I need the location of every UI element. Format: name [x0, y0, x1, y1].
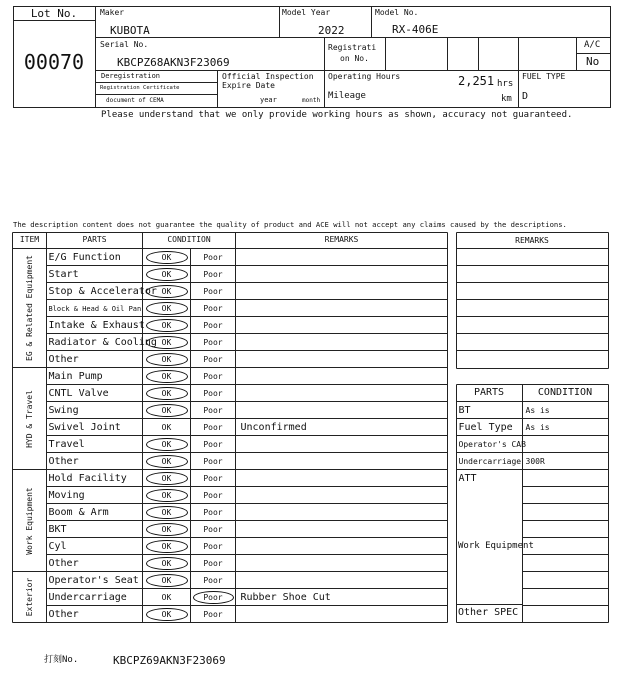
- part-name: BKT: [48, 523, 67, 535]
- expire-date-label: Expire Date: [222, 81, 275, 90]
- registration-certificate-label: Registration Certificate: [100, 85, 180, 91]
- model-year-value: 2022: [318, 24, 345, 37]
- condition-ok[interactable]: OK: [161, 303, 172, 313]
- part-name: Undercarriage: [48, 591, 127, 603]
- registration-label: Registrati: [328, 43, 377, 52]
- month-label: month: [302, 97, 321, 104]
- condition-ok[interactable]: OK: [161, 252, 172, 262]
- condition-ok[interactable]: OK: [161, 592, 172, 602]
- condition-poor[interactable]: Poor: [203, 269, 223, 279]
- part-name: Intake & Exhaust: [48, 319, 145, 331]
- condition-ok[interactable]: OK: [161, 558, 172, 568]
- condition-header: CONDITION: [167, 235, 211, 244]
- other-spec-label: Other SPEC: [458, 607, 519, 618]
- part-name: Other: [48, 353, 79, 365]
- condition-poor[interactable]: Poor: [203, 405, 223, 415]
- condition-poor[interactable]: Poor: [203, 337, 223, 347]
- condition-poor[interactable]: Poor: [203, 286, 223, 296]
- km-unit: km: [501, 94, 512, 104]
- condition-poor[interactable]: Poor: [203, 456, 223, 466]
- group-label-eg: EG & Related Equipment: [24, 255, 34, 361]
- serial-value: KBCPZ68AKN3F23069: [117, 56, 230, 69]
- stamp-label: 打刻No.: [44, 655, 79, 665]
- spec-condition: As is: [525, 405, 550, 415]
- part-name: E/G Function: [48, 251, 121, 263]
- serial-label: Serial No.: [100, 40, 149, 49]
- condition-poor[interactable]: Poor: [203, 490, 223, 500]
- operating-hours-value: 2,251: [458, 74, 495, 88]
- condition-ok[interactable]: OK: [161, 507, 172, 517]
- part-name: Block & Head & Oil Pan: [48, 304, 142, 313]
- work-equipment-label: Work Equipment: [458, 541, 534, 551]
- row-remark: Rubber Shoe Cut: [240, 591, 331, 603]
- right-parts-header: PARTS: [473, 387, 505, 398]
- spec-part: Undercarriage: [458, 456, 522, 466]
- condition-ok[interactable]: OK: [161, 371, 172, 381]
- part-name: Moving: [48, 489, 85, 501]
- model-no-value: RX-406E: [392, 23, 439, 36]
- condition-poor[interactable]: Poor: [203, 592, 223, 602]
- condition-poor[interactable]: Poor: [203, 473, 223, 483]
- spec-part: BT: [458, 404, 471, 416]
- spec-condition: As is: [525, 422, 550, 432]
- registration-label-2: on No.: [340, 54, 369, 63]
- group-label-ext: Exterior: [24, 577, 34, 617]
- model-no-label: Model No.: [375, 8, 419, 17]
- group-label-hyd: HYD & Travel: [24, 389, 34, 448]
- condition-poor[interactable]: Poor: [203, 320, 223, 330]
- part-name: Radiator & Cooling: [48, 336, 157, 348]
- condition-ok[interactable]: OK: [161, 575, 172, 585]
- parts-header: PARTS: [82, 235, 107, 244]
- condition-poor[interactable]: Poor: [203, 371, 223, 381]
- condition-poor[interactable]: Poor: [203, 439, 223, 449]
- part-name: Other: [48, 557, 79, 569]
- condition-poor[interactable]: Poor: [203, 422, 223, 432]
- condition-ok[interactable]: OK: [161, 456, 172, 466]
- item-header: ITEM: [19, 235, 40, 244]
- spec-condition: 300R: [525, 456, 545, 466]
- condition-ok[interactable]: OK: [161, 541, 172, 551]
- condition-ok[interactable]: OK: [161, 439, 172, 449]
- condition-ok[interactable]: OK: [161, 286, 172, 296]
- condition-ok[interactable]: OK: [161, 354, 172, 364]
- year-label: year: [260, 96, 277, 104]
- spec-part: Fuel Type: [458, 421, 513, 433]
- part-name: Hold Facility: [48, 472, 127, 484]
- part-name: Other: [48, 608, 79, 620]
- official-inspection-label: Official Inspection: [222, 72, 314, 81]
- deregistration-label: Deregistration: [101, 72, 161, 80]
- spec-part: ATT: [458, 472, 477, 484]
- ac-value: No: [586, 55, 600, 68]
- operating-hours-label: Operating Hours: [328, 72, 401, 81]
- condition-ok[interactable]: OK: [161, 524, 172, 534]
- condition-poor[interactable]: Poor: [203, 354, 223, 364]
- condition-ok[interactable]: OK: [161, 473, 172, 483]
- part-name: Main Pump: [48, 370, 103, 382]
- hrs-unit: hrs: [497, 79, 514, 89]
- condition-ok[interactable]: OK: [161, 405, 172, 415]
- condition-poor[interactable]: Poor: [203, 252, 223, 262]
- condition-poor[interactable]: Poor: [203, 388, 223, 398]
- condition-poor[interactable]: Poor: [203, 507, 223, 517]
- condition-ok[interactable]: OK: [161, 388, 172, 398]
- maker-label: Maker: [100, 8, 125, 17]
- condition-poor[interactable]: Poor: [203, 575, 223, 585]
- stamp-value: KBCPZ69AKN3F23069: [113, 654, 226, 667]
- part-name: Swing: [48, 404, 79, 416]
- part-name: Stop & Accelerator: [48, 285, 157, 297]
- group-label-work: Work Equipment: [24, 486, 34, 555]
- part-name: Swivel Joint: [48, 421, 121, 433]
- condition-poor[interactable]: Poor: [203, 541, 223, 551]
- right-remarks-header: REMARKS: [515, 236, 549, 245]
- fuel-type-value: D: [522, 91, 529, 102]
- part-name: Operator's Seat: [48, 574, 139, 586]
- spec-part: Operator's CAB: [458, 439, 526, 449]
- part-name: Travel: [48, 438, 85, 450]
- remarks-header: REMARKS: [324, 235, 359, 244]
- part-name: Cyl: [48, 540, 67, 552]
- description-disclaimer: The description content does not guarantee the quality of product and ACE will not accept any claims caused by the descriptions.: [13, 220, 567, 229]
- condition-ok[interactable]: OK: [161, 609, 172, 619]
- condition-ok[interactable]: OK: [161, 269, 172, 279]
- part-name: Start: [48, 268, 79, 280]
- condition-ok[interactable]: OK: [161, 320, 172, 330]
- condition-ok[interactable]: OK: [161, 490, 172, 500]
- mileage-label: Mileage: [328, 91, 366, 101]
- part-name: Boom & Arm: [48, 506, 109, 518]
- part-name: Other: [48, 455, 79, 467]
- lot-number: 00070: [23, 50, 85, 74]
- condition-ok[interactable]: OK: [161, 422, 172, 432]
- right-condition-header: CONDITION: [537, 387, 593, 398]
- condition-poor[interactable]: Poor: [203, 524, 223, 534]
- fuel-type-label: FUEL TYPE: [522, 72, 566, 81]
- part-name: CNTL Valve: [48, 387, 109, 399]
- cema-document-label: document of CEMA: [106, 97, 164, 104]
- ac-label: A/C: [584, 40, 601, 50]
- condition-poor[interactable]: Poor: [203, 609, 223, 619]
- lot-label: Lot No.: [30, 7, 78, 20]
- condition-poor[interactable]: Poor: [203, 303, 223, 313]
- maker-value: KUBOTA: [110, 24, 150, 37]
- row-remark: Unconfirmed: [240, 421, 307, 433]
- hours-disclaimer: Please understand that we only provide working hours as shown, accuracy not guaranteed.: [101, 110, 573, 120]
- condition-ok[interactable]: OK: [161, 337, 172, 347]
- model-year-label: Model Year: [282, 8, 331, 17]
- condition-poor[interactable]: Poor: [203, 558, 223, 568]
